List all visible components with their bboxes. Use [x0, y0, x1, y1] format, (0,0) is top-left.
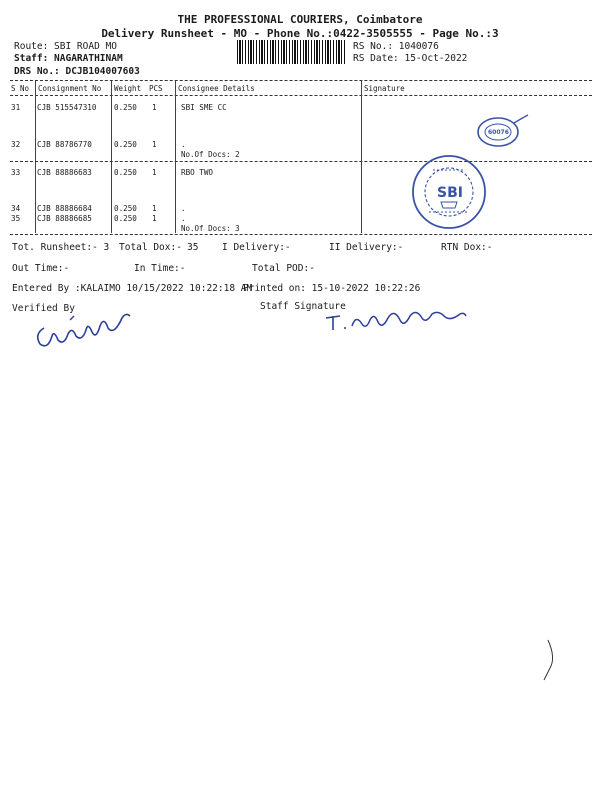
- staff-signature-label: Staff Signature: [260, 301, 346, 312]
- total-pod: Total POD:-: [252, 263, 315, 274]
- tot-runsheet: Tot. Runsheet:- 3: [12, 242, 110, 253]
- col-divider: [111, 81, 112, 233]
- total-dox-label: Total Dox:-: [119, 242, 182, 253]
- seal-text: SBI: [437, 185, 463, 201]
- row-pcs: 1: [152, 214, 157, 223]
- rule-top: [10, 80, 592, 81]
- in-time: In Time:-: [134, 263, 186, 274]
- row-sno: 35: [11, 214, 21, 223]
- i-delivery: I Delivery:-: [222, 242, 291, 253]
- col-divider: [361, 81, 362, 233]
- row-weight: 0.250: [114, 103, 137, 112]
- row-weight: 0.250: [114, 140, 137, 149]
- row-details: .: [181, 140, 186, 149]
- runsheet-subtitle: Delivery Runsheet - MO - Phone No.:0422-3505555 - Page No.:3: [101, 27, 499, 40]
- row-sno: 34: [11, 204, 21, 213]
- row-weight: 0.250: [114, 214, 137, 223]
- verified-by-label: Verified By: [12, 303, 75, 314]
- col-consignee: Consignee Details: [178, 84, 255, 93]
- staff-label: Staff: NAGARATHINAM: [14, 53, 123, 64]
- rs-date: RS Date: 15-Oct-2022: [353, 53, 468, 64]
- row-weight: 0.250: [114, 204, 137, 213]
- company-title: THE PROFESSIONAL COURIERS, Coimbatore: [177, 13, 423, 26]
- pen-mark-icon: [540, 638, 560, 682]
- row-consignment: CJB 88886684: [37, 204, 92, 213]
- total-dox-value: 35: [187, 242, 199, 253]
- row-weight: 0.250: [114, 168, 137, 177]
- verified-signature-icon: [30, 306, 140, 352]
- drs-number: DRS No.: DCJB104007603: [14, 66, 140, 77]
- row-details: .: [181, 204, 186, 213]
- col-weight: Weight: [114, 84, 142, 93]
- route-label: Route: SBI ROAD MO: [14, 41, 117, 52]
- row-docs-count: No.Of Docs: 3: [181, 224, 240, 233]
- row-consignment: CJB 88786770: [37, 140, 92, 149]
- row-consignment: CJB 515547310: [37, 103, 97, 112]
- col-divider: [35, 81, 36, 233]
- row-pcs: 1: [152, 204, 157, 213]
- row-pcs: 1: [152, 140, 157, 149]
- row-pcs: 1: [152, 168, 157, 177]
- row-consignment: CJB 88886685: [37, 214, 92, 223]
- stamp-code: 60076: [488, 129, 509, 136]
- stamp-icon: [474, 113, 530, 151]
- rs-number: RS No.: 1040076: [353, 41, 439, 52]
- col-consignment: Consignment No: [38, 84, 102, 93]
- col-divider: [175, 81, 176, 233]
- rule-group: [10, 161, 592, 162]
- row-sno: 32: [11, 140, 21, 149]
- row-consignment: CJB 88886683: [37, 168, 92, 177]
- entered-by: Entered By :KALAIMO 10/15/2022 10:22:18 AM: [12, 283, 253, 294]
- printed-on: Printed on: 15-10-2022 10:22:26: [243, 283, 421, 294]
- row-details: .: [181, 214, 186, 223]
- col-signature: Signature: [364, 84, 405, 93]
- col-pcs: PCS: [149, 84, 163, 93]
- row-details: RBO TWO: [181, 168, 214, 177]
- row-docs-count: No.Of Docs: 2: [181, 150, 240, 159]
- rtn-dox: RTN Dox:-: [441, 242, 493, 253]
- rule-bottom: [10, 234, 592, 235]
- col-sno: S No: [11, 84, 30, 93]
- ii-delivery: II Delivery:-: [329, 242, 404, 253]
- out-time: Out Time:-: [12, 263, 70, 274]
- row-pcs: 1: [152, 103, 157, 112]
- barcode: [237, 40, 347, 64]
- row-details: SBI SME CC: [181, 103, 227, 112]
- staff-signature-icon: [320, 306, 470, 336]
- bank-seal-icon: [403, 152, 495, 232]
- row-sno: 31: [11, 103, 21, 112]
- rule-header-bottom: [10, 95, 592, 96]
- row-sno: 33: [11, 168, 21, 177]
